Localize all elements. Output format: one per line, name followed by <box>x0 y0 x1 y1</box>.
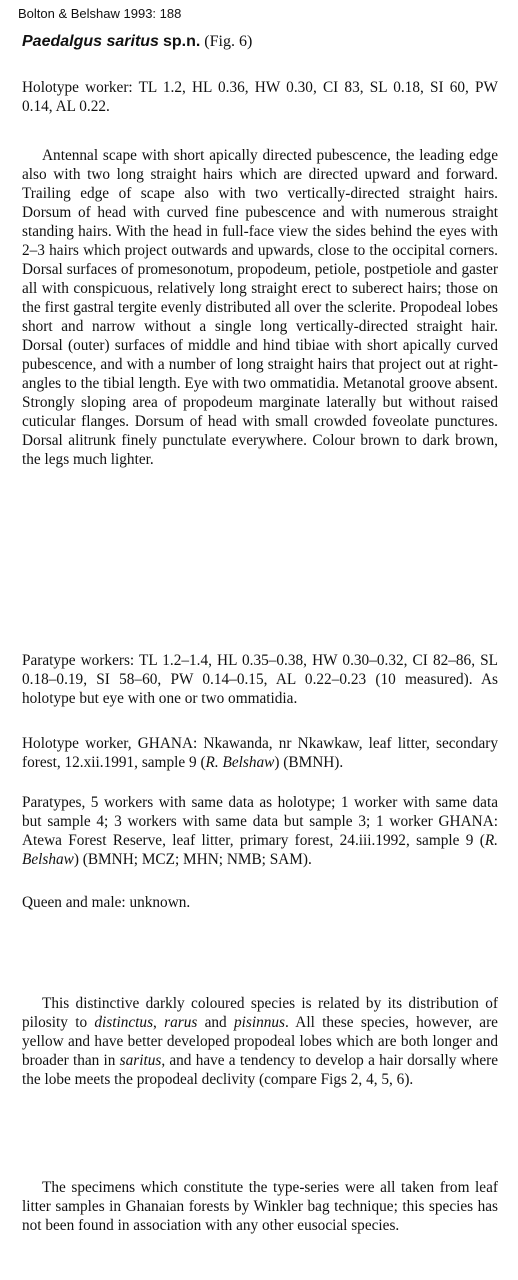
species-description: Antennal scape with short apically directed pubescence, the leading edge also with two long straight hairs which are directed upward and forward. Trailing edge of scape also with two vertically-directed straight hairs. Dorsum of head with curved fine pubescence and with numerous straight standing hairs. With the head in full-face view the sides behind the eyes with 2–3 hairs which project outwards and upwards, close to the occipital corners. Dorsal surfaces of promesonotum, propodeum, petiole, postpetiole and gaster all with conspicuous, relatively long straight erect to suberect hairs; those on the first gastral tergite evenly distributed all over the sclerite. Propodeal lobes short and narrow without a single long vertically-directed straight hair. Dorsal (outer) surfaces of middle and hind tibiae with short apically curved pubescence, and with a number of long straight hairs that project out at right-angles to the tibial length. Eye with two ommatidia. Metanotal groove absent. Strongly sloping area of propodeum marginate laterally but without raised cuticular flanges. Dorsum of head with small crowded foveolate punctures. Dorsal alitrunk finely punctulate everywhere. Colour brown to dark brown, the legs much lighter. <box>22 147 498 468</box>
paratype-collector: R. Belshaw <box>22 832 498 868</box>
discussion-text-3: , and have a tendency to develop a hair dorsally where the lobe meets the propodeal declivity (compare Figs 2, 4, 5, 6). <box>22 1052 498 1088</box>
closing-paragraph: The specimens which constitute the type-series were all taken from leaf litter samples in Ghanaian forests by Winkler bag technique; this species has not been found in association with any other eusocial species. <box>22 1179 498 1234</box>
species-ref-saritus: saritus <box>119 1052 162 1069</box>
paratype-measurements: Paratype workers: TL 1.2–1.4, HL 0.35–0.38, HW 0.30–0.32, CI 82–86, SL 0.18–0.19, SI 58–60, PW 0.14–0.15, AL 0.22–0.23 (10 measured). As holotype but eye with one or two ommatidia. <box>22 652 498 707</box>
species-ref-pisinnus: pisinnus <box>234 1014 285 1031</box>
discussion-text-1: This distinctive darkly coloured species is related by its distribution of pilosity to <box>22 995 498 1031</box>
new-species-marker: sp.n. <box>162 33 201 50</box>
citation-header: Bolton & Belshaw 1993: 188 <box>18 6 182 21</box>
holotype-record-text: Holotype worker, GHANA: Nkawanda, nr Nkawkaw, leaf litter, secondary forest, 12.xii.1991, sample 9 ( <box>22 735 498 771</box>
discussion-paragraph <box>22 994 498 1089</box>
holotype-record <box>22 734 498 772</box>
queen-male-note: Queen and male: unknown. <box>22 894 191 911</box>
figure-reference: (Fig. 6) <box>204 33 253 50</box>
paratype-record-suffix: ) (BMNH; MCZ; MHN; NMB; SAM). <box>73 851 312 868</box>
species-ref-rarus: rarus <box>164 1014 198 1031</box>
species-ref-distinctus: distinctus <box>94 1014 154 1031</box>
paratype-record-text: Paratypes, 5 workers with same data as holotype; 1 worker with same data but sample 4; 3 workers with same data but sample 3; 1 worker GHANA: Atewa Forest Reserve, leaf litter, primary forest, 24.iii.1992, sample 9 ( <box>22 794 498 849</box>
discussion-sep-2: and <box>197 1014 234 1031</box>
holotype-record-suffix: ) (BMNH). <box>274 754 344 771</box>
species-title <box>22 32 252 52</box>
holotype-measurements: Holotype worker: TL 1.2, HL 0.36, HW 0.30, CI 83, SL 0.18, SI 60, PW 0.14, AL 0.22. <box>22 79 498 115</box>
paratype-record <box>22 793 498 869</box>
holotype-collector: R. Belshaw <box>205 754 275 771</box>
discussion-text-2: . All these species, however, are yellow and have better developed propodeal lobes which are both longer and broader than in <box>22 1014 498 1069</box>
species-name: Paedalgus saritus <box>22 33 159 50</box>
discussion-sep-1: , <box>153 1014 165 1031</box>
